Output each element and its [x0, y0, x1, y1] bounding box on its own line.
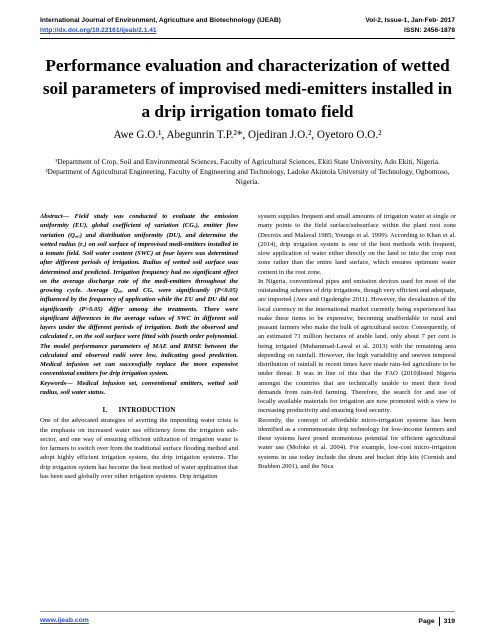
journal-header: [40, 16, 455, 36]
page-label: Page: [418, 618, 435, 625]
issn: ISSN: 2456-1878: [404, 27, 455, 34]
page-number-block: [418, 617, 455, 626]
affiliations: [40, 157, 455, 187]
abstract: [40, 212, 238, 379]
abstract-lead: Abstract—: [40, 213, 70, 220]
right-column: [258, 212, 456, 471]
website-link[interactable]: www.ijeab.com: [40, 617, 89, 624]
body-paragraph-3: Recently, the concept of affordable micro-irrigation systems has been identified as a commensurate drip technology for low-income farmers and these systems have posed momentous potential for efficient agricultural water use (Mofoke et al. 2004). For example, low-cost micro-irrigation systems in use today include the drum and bucket drip kits (Cornish and Brabben 2001), and the Nica: [258, 416, 456, 470]
section-title: INTRODUCTION: [118, 407, 176, 414]
abstract-text: Field study was conducted to evaluate the emission uniformity (EU), global coefficient of variation (CGᵥ), emitter flow variation (Qᵥₐᵣ) and distribution uniformity (DU), and determine the wetted radius (rᵥ) on soil surface of improvised medi-emitters installed in a tomato field. Soil water content (SWC) at four layers was determined after different periods of irrigation. Radius of wetted soil surface was determined and predicted. Irrigation frequency had no significant effect on the average discharge rate of the medi-emitters throughout the growing cycle. Average Qᵥₐᵣ and CGᵥ were significantly (P<0.05) influenced by the frequency of application while the EU and DU did not significantly (P>0.05) differ among the treatments. There were significant differences in the average values of SWC in different soil layers under the different periods of irrigation. Both the observed and calculated rᵥ on the soil surface were fitted with fourth order polynomial. The model performance parameters of MAE and RMSE between the calculated and observed radii were low, indicating good prediction. Medical infusion set can successfully replace the more expensive conventional emitters for drip irrigation system.: [40, 213, 238, 378]
doi-link[interactable]: http://dx.doi.org/10.22161/ijeab/2.1.41: [40, 27, 157, 34]
page-separator: [439, 617, 440, 626]
affiliation-1: ¹Department of Crop, Soil and Environmental Sciences, Faculty of Agricultural Sciences, Ekiti State University, Ado Ekiti, Nigeria.: [55, 157, 440, 166]
section-heading: [40, 406, 238, 415]
affiliation-2: ²Department of Agricultural Engineering, Faculty of Engineering and Technology, Ladoke Akintola University of Technology, Ogbomoso, Nigeria.: [45, 167, 450, 186]
page-number: 319: [443, 618, 455, 625]
footer-divider: [40, 611, 455, 612]
page-footer: [40, 617, 455, 626]
body-paragraph-1: system supplies frequent and small amounts of irrigation water at single or many points to the field surface/subsurface within the plant root zone (Decroix and Malaval 1985; Youngs et al. 1999). According to Khan et al. (2014), drip irrigation system is one of the best methods with frequent, slow application of water either directly on the land or into the crop root zone rather than the entire land surface, which ensures optimum water content in the root zone.: [258, 213, 456, 276]
keywords-text: Medical infusion set, conventional emitters, wetted soil radius, soil water status.: [40, 379, 238, 396]
volume-issue: Vol-2, Issue-1, Jan-Feb- 2017: [365, 17, 455, 24]
paper-title: Performance evaluation and characterization of wetted soil parameters of improvised medi-emitters installed in a drip irrigation tomato field: [42, 56, 453, 121]
body-paragraph-2: In Nigeria, conventional pipes and emission devices used for most of the outstanding schemes of drip irrigations, though very efficient and adequate, are imported (Awe and Ogedengbe 2011). However, the devaluation of the local currency in the international market currently being experienced has make these items to be expensive, becoming unaffordable to rural and peasant farmers who make the bulk of agricultural sector. Consequently, of an estimated 71 million hectares of arable land, only about 7 per cent is being irrigated (Muhammad-Lawal et al. 2013) with the remaining area depending on rainfall. However, the high variability and uneven temporal distribution of rainfall in recent times have made rain-fed agriculture to be under threat. It was in line of this that the FAO (2010)listed Nigeria amongst the countries that are technically unable to meet their food demands from rain-fed farming. Therefore, the search for and use of locally available materials for irrigation are now promoted with a view to increasing productivity and ensuring food security.: [258, 277, 456, 415]
header-divider: [40, 38, 455, 39]
keywords: [40, 379, 238, 398]
section-number: I.: [102, 407, 108, 414]
intro-paragraph: One of the advocated strategies of averting the impending water crisis is the emphasis on increased water use efficiency from the irrigation sub-sector, and one way of ensuring efficient utilization of irrigation water is for farmers to switch over from the traditional surface flooding method and adopt highly efficient irrigation system, the drip irrigation systems. The drip irrigation system has become the best method of water application that has been used globally over other irrigation systems. Drip irrigation: [40, 417, 238, 480]
journal-name: International Journal of Environment, Agriculture and Biotechnology (IJEAB): [40, 17, 281, 24]
author-list: Awe G.O.¹, Abegunrin T.P.²*, Ojediran J.O.², Oyetoro O.O.²: [113, 129, 382, 141]
left-column: [40, 212, 238, 481]
keywords-lead: Keywords—: [40, 379, 73, 387]
